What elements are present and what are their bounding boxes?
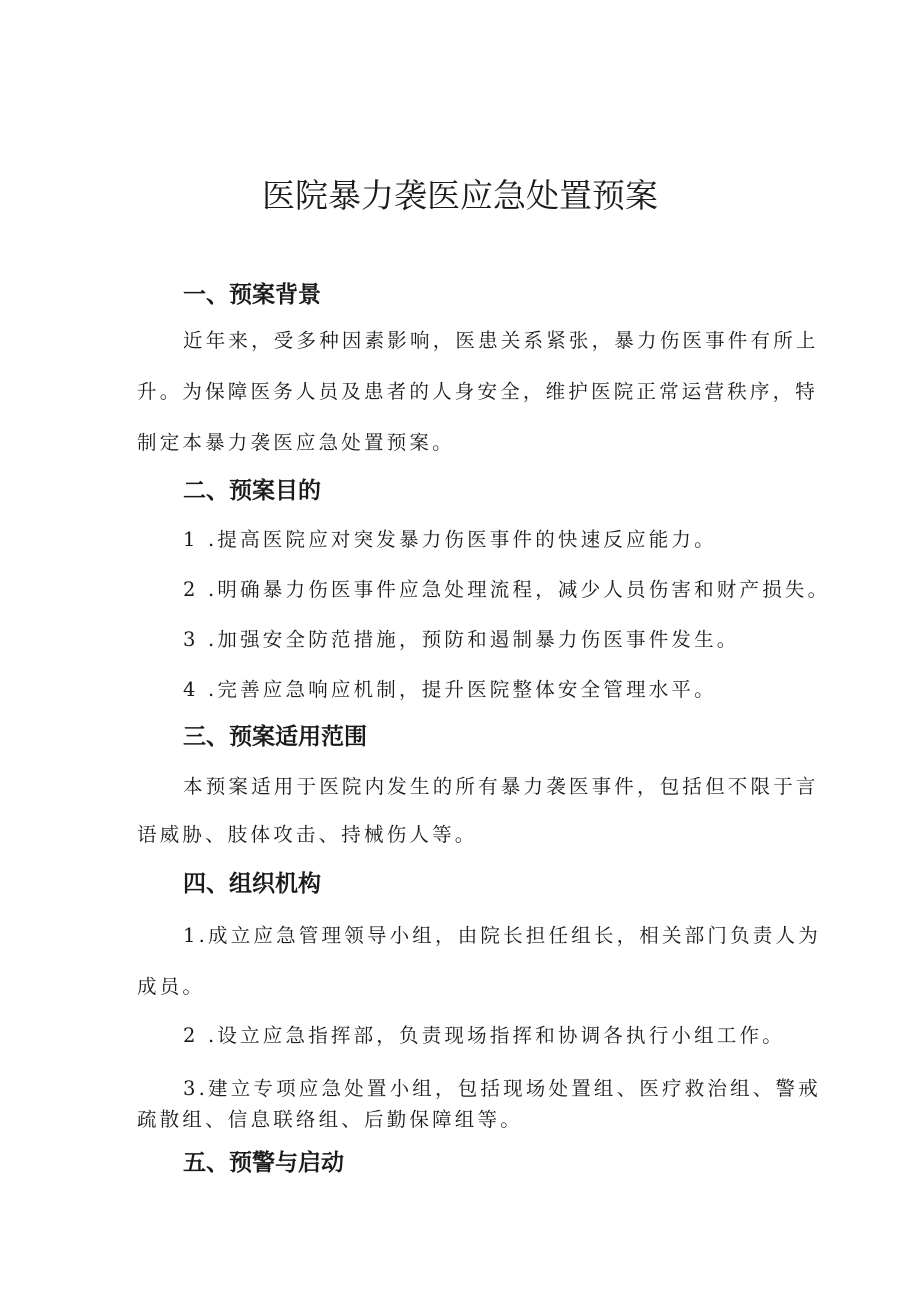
paragraph-line: 制定本暴力袭医应急处置预案。 (137, 431, 455, 454)
list-item: 2 .设立应急指挥部，负责现场指挥和协调各执行小组工作。 (183, 1024, 785, 1047)
list-item-continuation: 成员。 (137, 975, 206, 998)
list-item: 3.建立专项应急处置小组，包括现场处置组、医疗救治组、警戒 (183, 1077, 821, 1100)
list-item: 1 .提高医院应对突发暴力伤医事件的快速反应能力。 (183, 528, 717, 551)
paragraph-line: 语威胁、肢体攻击、持械伤人等。 (137, 823, 478, 846)
section-heading-organization: 四、组织机构 (183, 871, 321, 897)
list-item: 1.成立应急管理领导小组，由院长担任组长，相关部门负责人为 (183, 924, 821, 947)
list-item: 4 .完善应急响应机制，提升医院整体安全管理水平。 (183, 678, 717, 701)
list-item: 3 .加强安全防范措施，预防和遏制暴力伤医事件发生。 (183, 628, 740, 651)
list-item: 2 .明确暴力伤医事件应急处理流程，减少人员伤害和财产损失。 (183, 578, 831, 601)
section-heading-background: 一、预案背景 (183, 282, 321, 308)
document-title: 医院暴力袭医应急处置预案 (262, 176, 658, 215)
section-heading-purpose: 二、预案目的 (183, 478, 321, 504)
list-item-continuation: 疏散组、信息联络组、后勤保障组等。 (137, 1108, 523, 1131)
paragraph-line: 本预案适用于医院内发生的所有暴力袭医事件，包括但不限于言 (183, 775, 819, 798)
paragraph-line: 近年来，受多种因素影响，医患关系紧张，暴力伤医事件有所上 (183, 329, 819, 352)
section-heading-scope: 三、预案适用范围 (183, 724, 367, 750)
paragraph-line: 升。为保障医务人员及患者的人身安全，维护医院正常运营秩序，特 (137, 380, 819, 403)
section-heading-warning: 五、预警与启动 (183, 1150, 344, 1176)
